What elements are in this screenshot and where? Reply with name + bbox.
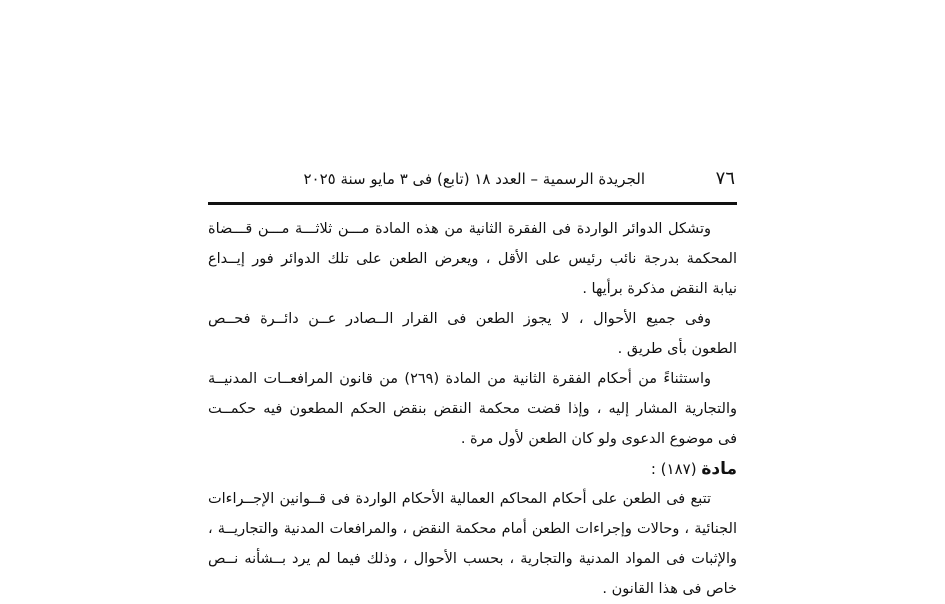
document-body: [208, 214, 737, 604]
text-line: المحكمة بدرجة نائب رئيس على الأقل ، ويعرض الطعن على تلك الدوائر فور إيــداع: [208, 251, 737, 267]
text-line: وتشكل الدوائر الواردة فى الفقرة الثانية من هذه المادة مـــن ثلاثـــة مـــن قـــضاة: [208, 221, 711, 237]
article-word: مادة: [701, 459, 737, 479]
header-rule: [208, 202, 737, 205]
text-line: الطعون بأى طريق .: [617, 341, 737, 357]
running-head: الجريدة الرسمية – العدد ١٨ (تابع) فى ٣ مايو سنة ٢٠٢٥: [303, 170, 645, 188]
article-heading: [208, 454, 737, 484]
text-line: وفى جميع الأحوال ، لا يجوز الطعن فى القرار الــصادر عــن دائــرة فحــص: [208, 311, 711, 327]
paragraph: [208, 364, 737, 454]
text-line: واستثناءً من أحكام الفقرة الثانية من المادة (٢٦٩) من قانون المرافعــات المدنيــة: [208, 371, 711, 387]
text-line: والتجارية المشار إليه ، وإذا قضت محكمة النقض بنقض الحكم المطعون فيه حكمــت: [208, 401, 737, 417]
page-header: [208, 166, 737, 192]
text-line: فى موضوع الدعوى ولو كان الطعن لأول مرة .: [460, 431, 737, 447]
paragraph: [208, 304, 737, 364]
paragraph: [208, 484, 737, 604]
text-line: والإثبات فى المواد المدنية والتجارية ، بحسب الأحوال ، وذلك فيما لم يرد بــشأنه نــص: [208, 551, 737, 567]
article-number: (١٨٧): [660, 460, 697, 478]
paragraph: [208, 214, 737, 304]
article-suffix: :: [650, 460, 661, 478]
page-number: ٧٦: [715, 168, 735, 189]
text-line: الجنائية ، وحالات وإجراءات الطعن أمام محكمة النقض ، والمرافعات المدنية والتجاريــة ،: [208, 521, 737, 537]
text-line: خاص فى هذا القانون .: [602, 581, 737, 597]
text-line: تتبع فى الطعن على أحكام المحاكم العمالية الأحكام الواردة فى قــوانين الإجــراءات: [208, 491, 711, 507]
text-line: نيابة النقض مذكرة برأيها .: [582, 281, 737, 297]
